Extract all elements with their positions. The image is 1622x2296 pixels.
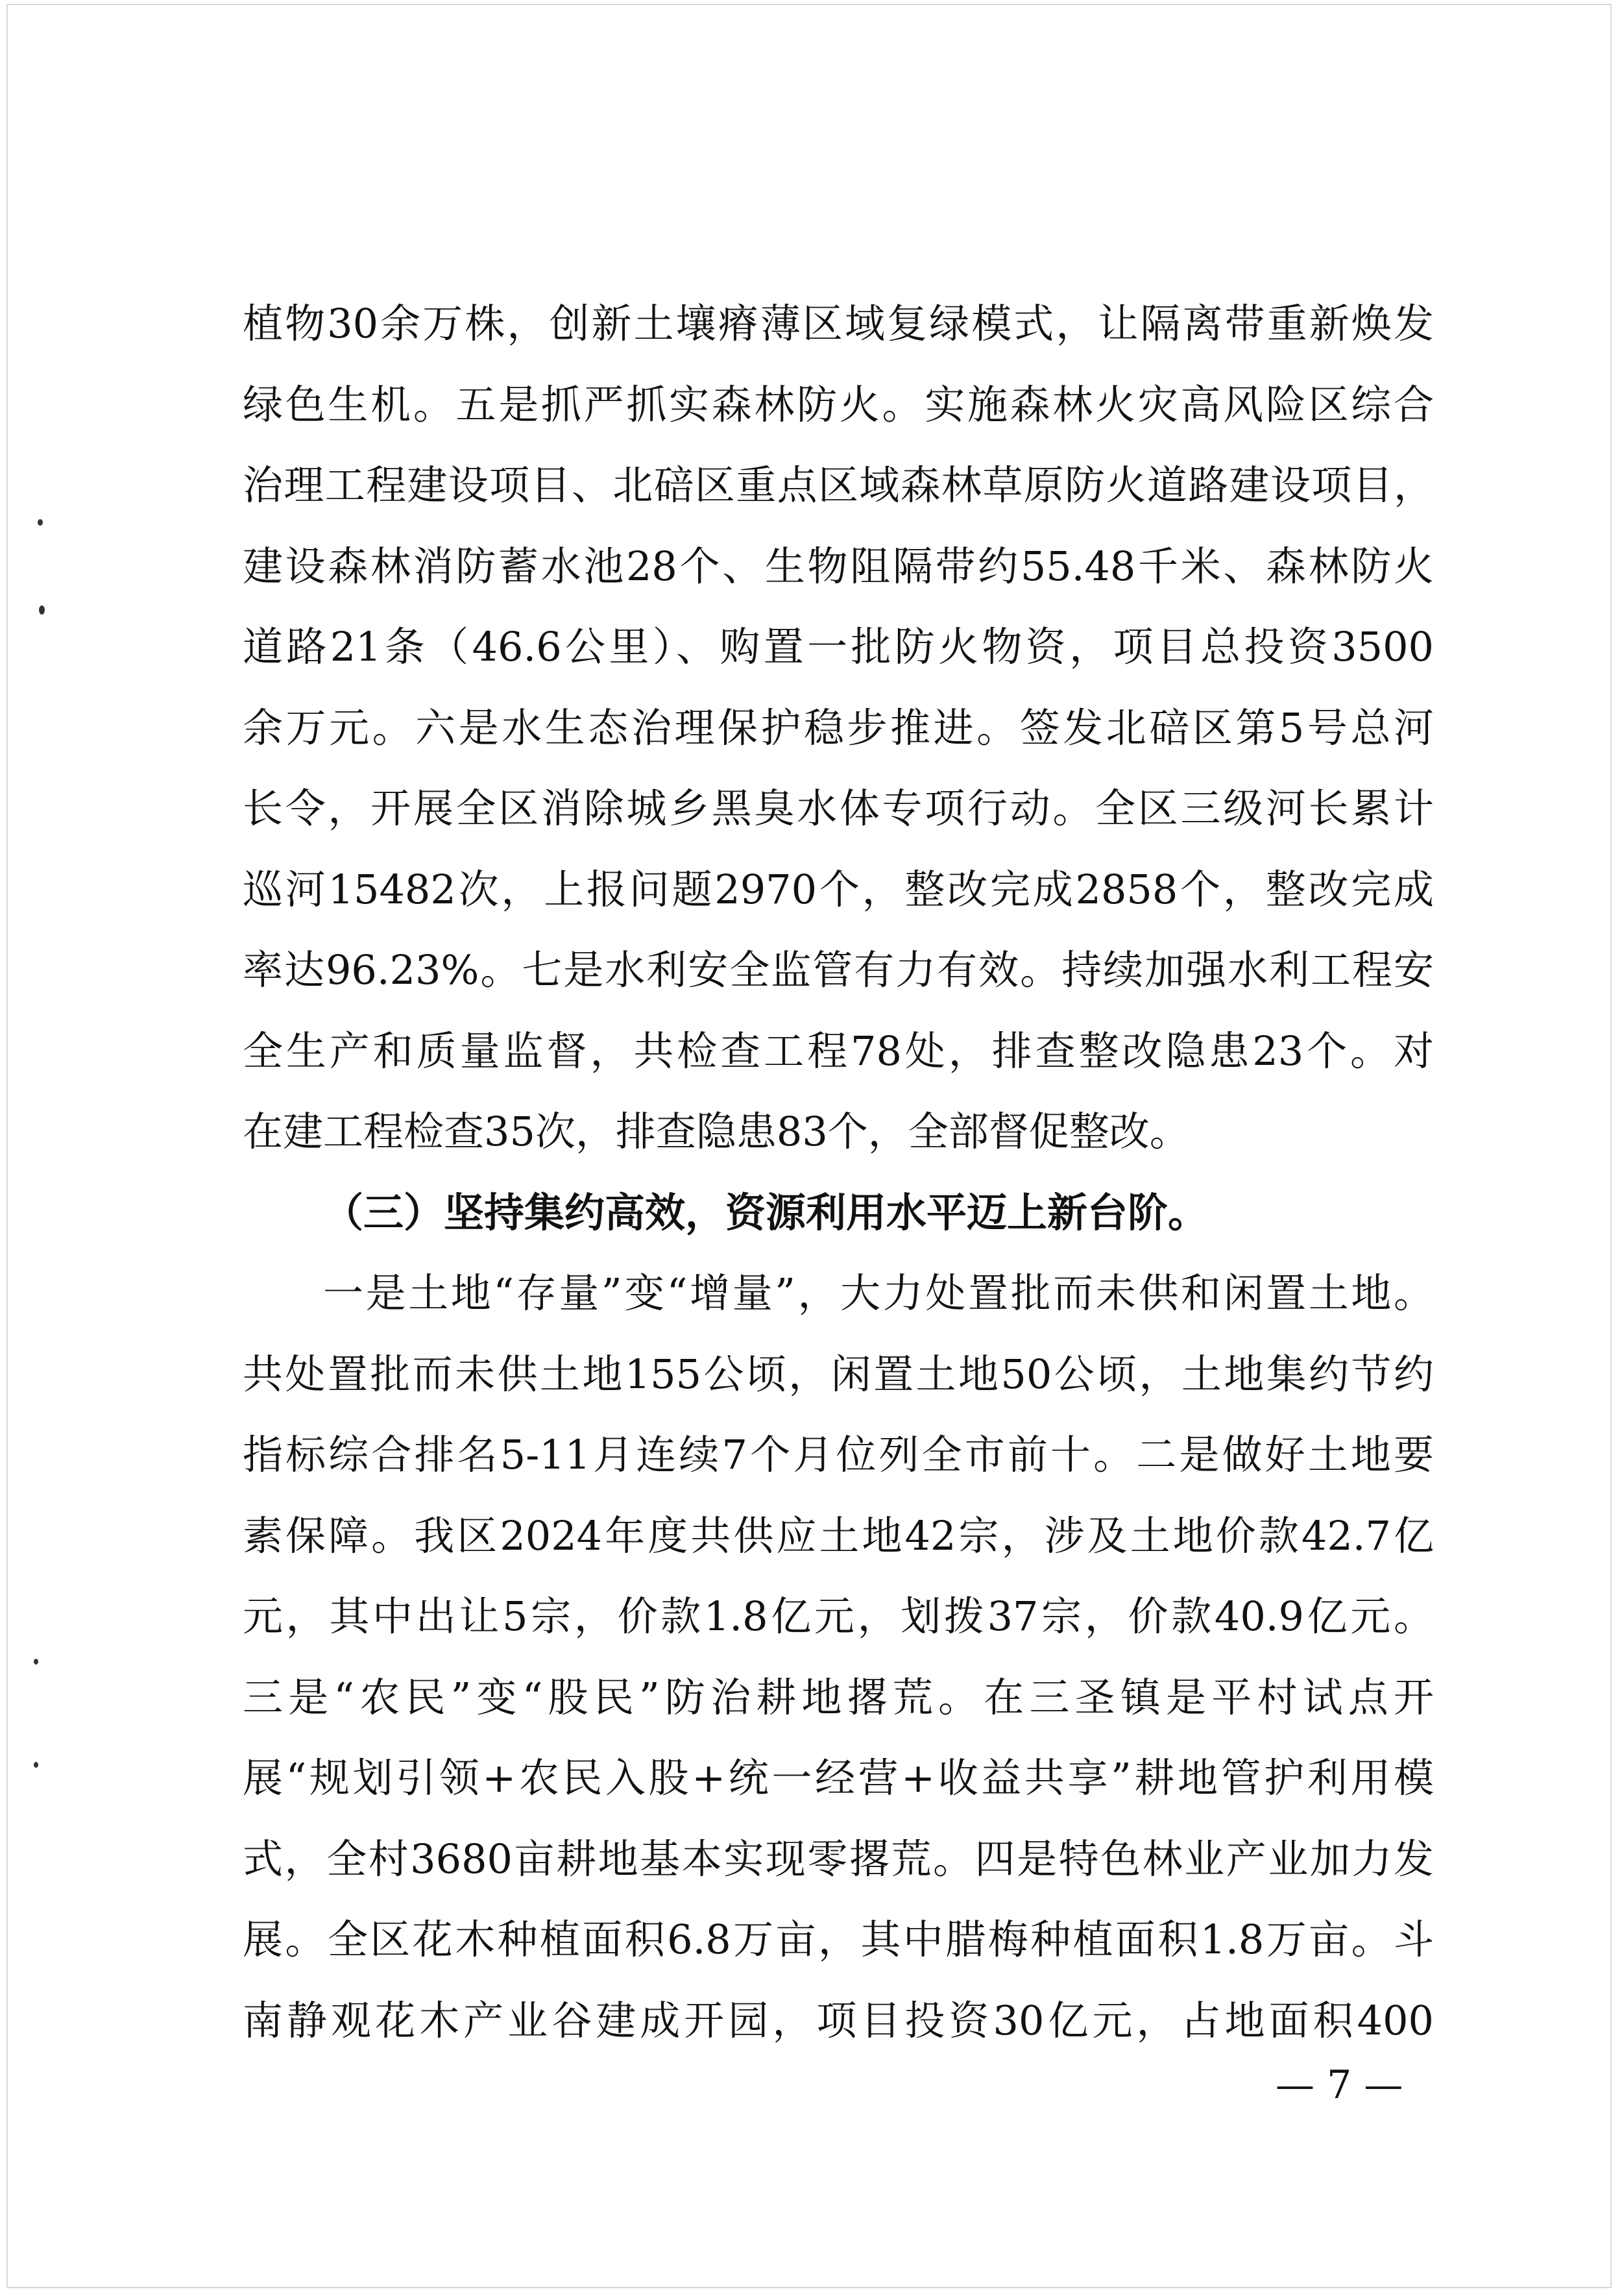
scan-speck [38, 519, 43, 526]
scan-speck [34, 1762, 38, 1768]
body-line: 长令，开展全区消除城乡黑臭水体专项行动。全区三级河长累计 [243, 785, 1434, 832]
body-line: 一是土地“存量”变“增量”，大力处置批而未供和闲置土地。 [323, 1269, 1434, 1317]
body-line: 余万元。六是水生态治理保护稳步推进。签发北碚区第5号总河 [243, 703, 1434, 751]
page-number: — 7 — [1276, 2062, 1403, 2108]
body-line: 治理工程建设项目、北碚区重点区域森林草原防火道路建设项目， [243, 461, 1434, 509]
body-line: 指标综合排名5-11月连续7个月位列全市前十。二是做好土地要 [243, 1431, 1434, 1478]
body-line: 元，其中出让5宗，价款1.8亿元，划拨37宗，价款40.9亿元。 [243, 1593, 1434, 1640]
scan-speck [34, 1659, 38, 1665]
body-line: 绿色生机。五是抓严抓实森林防火。实施森林火灾高风险区综合 [243, 380, 1434, 428]
body-line: 全生产和质量监督，共检查工程78处，排查整改隐患23个。对 [243, 1027, 1434, 1075]
body-line: 式，全村3680亩耕地基本实现零撂荒。四是特色林业产业加力发 [243, 1835, 1434, 1883]
body-line: 巡河15482次，上报问题2970个，整改完成2858个，整改完成 [243, 865, 1434, 913]
body-line: 道路21条（46.6公里）、购置一批防火物资，项目总投资3500 [243, 623, 1434, 670]
body-line: 展。全区花木种植面积6.8万亩，其中腊梅种植面积1.8万亩。斗 [243, 1916, 1434, 1963]
body-line: 在建工程检查35次，排查隐患83个，全部督促整改。 [243, 1108, 1190, 1155]
section-heading: （三）坚持集约高效，资源利用水平迈上新台阶。 [323, 1188, 1209, 1236]
body-line: 率达96.23%。七是水利安全监管有力有效。持续加强水利工程安 [243, 946, 1434, 994]
body-line: 植物30余万株，创新土壤瘠薄区域复绿模式，让隔离带重新焕发 [243, 300, 1434, 347]
scan-speck [39, 605, 45, 615]
document-body [243, 284, 1434, 2061]
body-line: 素保障。我区2024年度共供应土地42宗，涉及土地价款42.7亿 [243, 1511, 1434, 1559]
body-line: 建设森林消防蓄水池28个、生物阻隔带约55.48千米、森林防火 [243, 542, 1434, 590]
body-line: 三是“农民”变“股民”防治耕地撂荒。在三圣镇是平村试点开 [243, 1673, 1434, 1721]
body-line: 展“规划引领+农民入股+统一经营+收益共享”耕地管护利用模 [243, 1754, 1434, 1801]
body-line: 南静观花木产业谷建成开园，项目投资30亿元，占地面积400 [243, 1996, 1434, 2044]
body-line: 共处置批而未供土地155公顷，闲置土地50公顷，土地集约节约 [243, 1350, 1434, 1398]
